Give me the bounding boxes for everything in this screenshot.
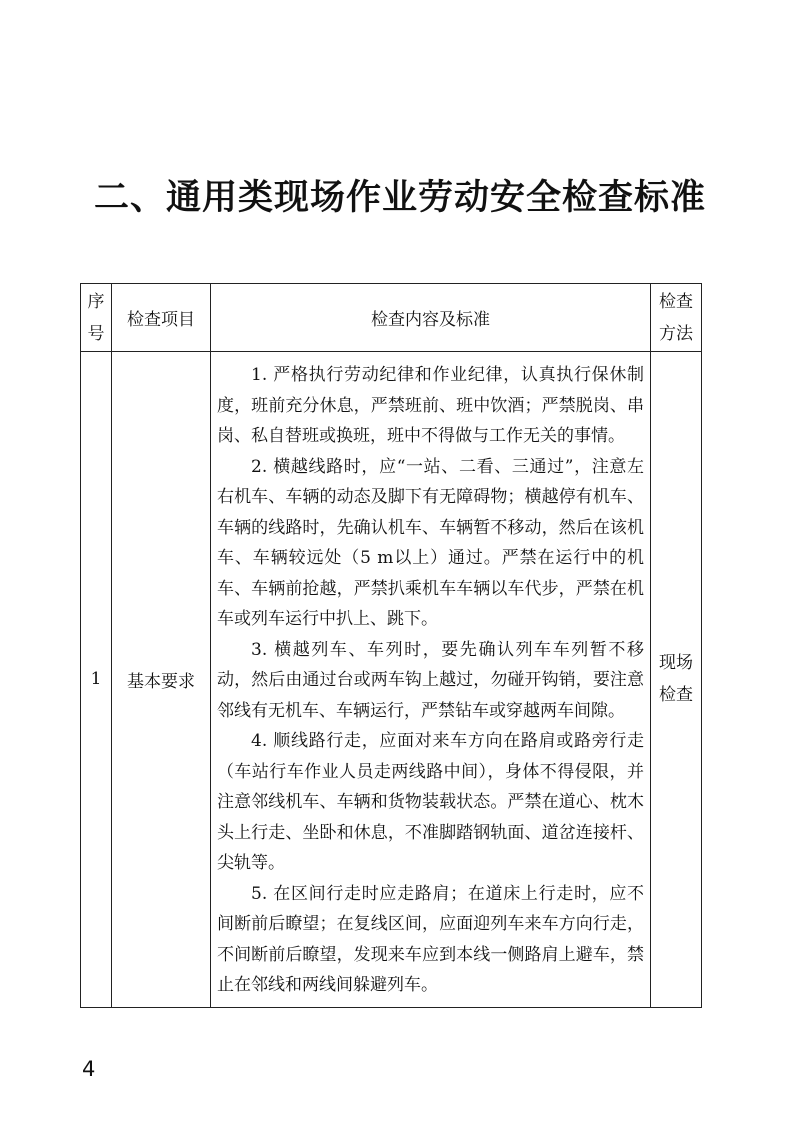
method-line2: 检查 [659, 685, 693, 706]
row-content [211, 352, 651, 1008]
header-method [651, 284, 702, 352]
inspection-standard-table [80, 283, 702, 1008]
table-header-row [81, 284, 702, 352]
content-paragraph: 5. 在区间行走时应走路肩；在道床上行走时，应不间断前后瞭望；在复线区间，应面迎列车来车方向行走，不间断前后瞭望，发现来车应到本线一侧路肩上避车，禁止在邻线和两线间躲避列车。 [217, 883, 644, 995]
header-item: 检查项目 [112, 284, 211, 352]
header-seq [81, 284, 112, 352]
row-method [651, 352, 702, 1008]
row-seq: 1 [81, 352, 112, 1008]
content-paragraph: 4. 顺线路行走，应面对来车方向在路肩或路旁行走（车站行车作业人员走两线路中间），身体不得侵限，并注意邻线机车、车辆和货物装载状态。严禁在道心、枕木头上行走、坐卧和休息，不准脚踏钢轨面、道岔连接杆、尖轨等。 [217, 731, 644, 873]
header-method-line1: 检查 [659, 291, 693, 312]
method-line1: 现场 [659, 653, 693, 674]
header-method-line2: 方法 [659, 323, 693, 344]
header-seq-line2: 号 [87, 323, 105, 344]
page-number: 4 [82, 1057, 96, 1081]
row-item: 基本要求 [112, 352, 211, 1008]
content-paragraph: 3. 横越列车、车列时，要先确认列车车列暂不移动，然后由通过台或两车钩上越过，勿碰开钩销，要注意邻线有无机车、车辆运行，严禁钻车或穿越两车间隙。 [217, 639, 644, 721]
header-content: 检查内容及标准 [211, 284, 651, 352]
content-paragraph: 2. 横越线路时，应“一站、二看、三通过”，注意左右机车、车辆的动态及脚下有无障碍物；横越停有机车、车辆的线路时，先确认机车、车辆暂不移动，然后在该机车、车辆较远处（5 m以上）通过。严禁在运行中的机车、车辆前抢越，严禁扒乘机车车辆以车代步，严禁在机车或列车运行中扒上、跳下。 [217, 456, 644, 629]
content-paragraph: 1. 严格执行劳动纪律和作业纪律，认真执行保休制度，班前充分休息，严禁班前、班中饮酒；严禁脱岗、串岗、私自替班或换班，班中不得做与工作无关的事情。 [217, 365, 644, 446]
header-seq-line1: 序 [87, 291, 105, 312]
table-row [81, 352, 702, 1008]
page-title: 二、通用类现场作业劳动安全检查标准 [93, 178, 706, 218]
